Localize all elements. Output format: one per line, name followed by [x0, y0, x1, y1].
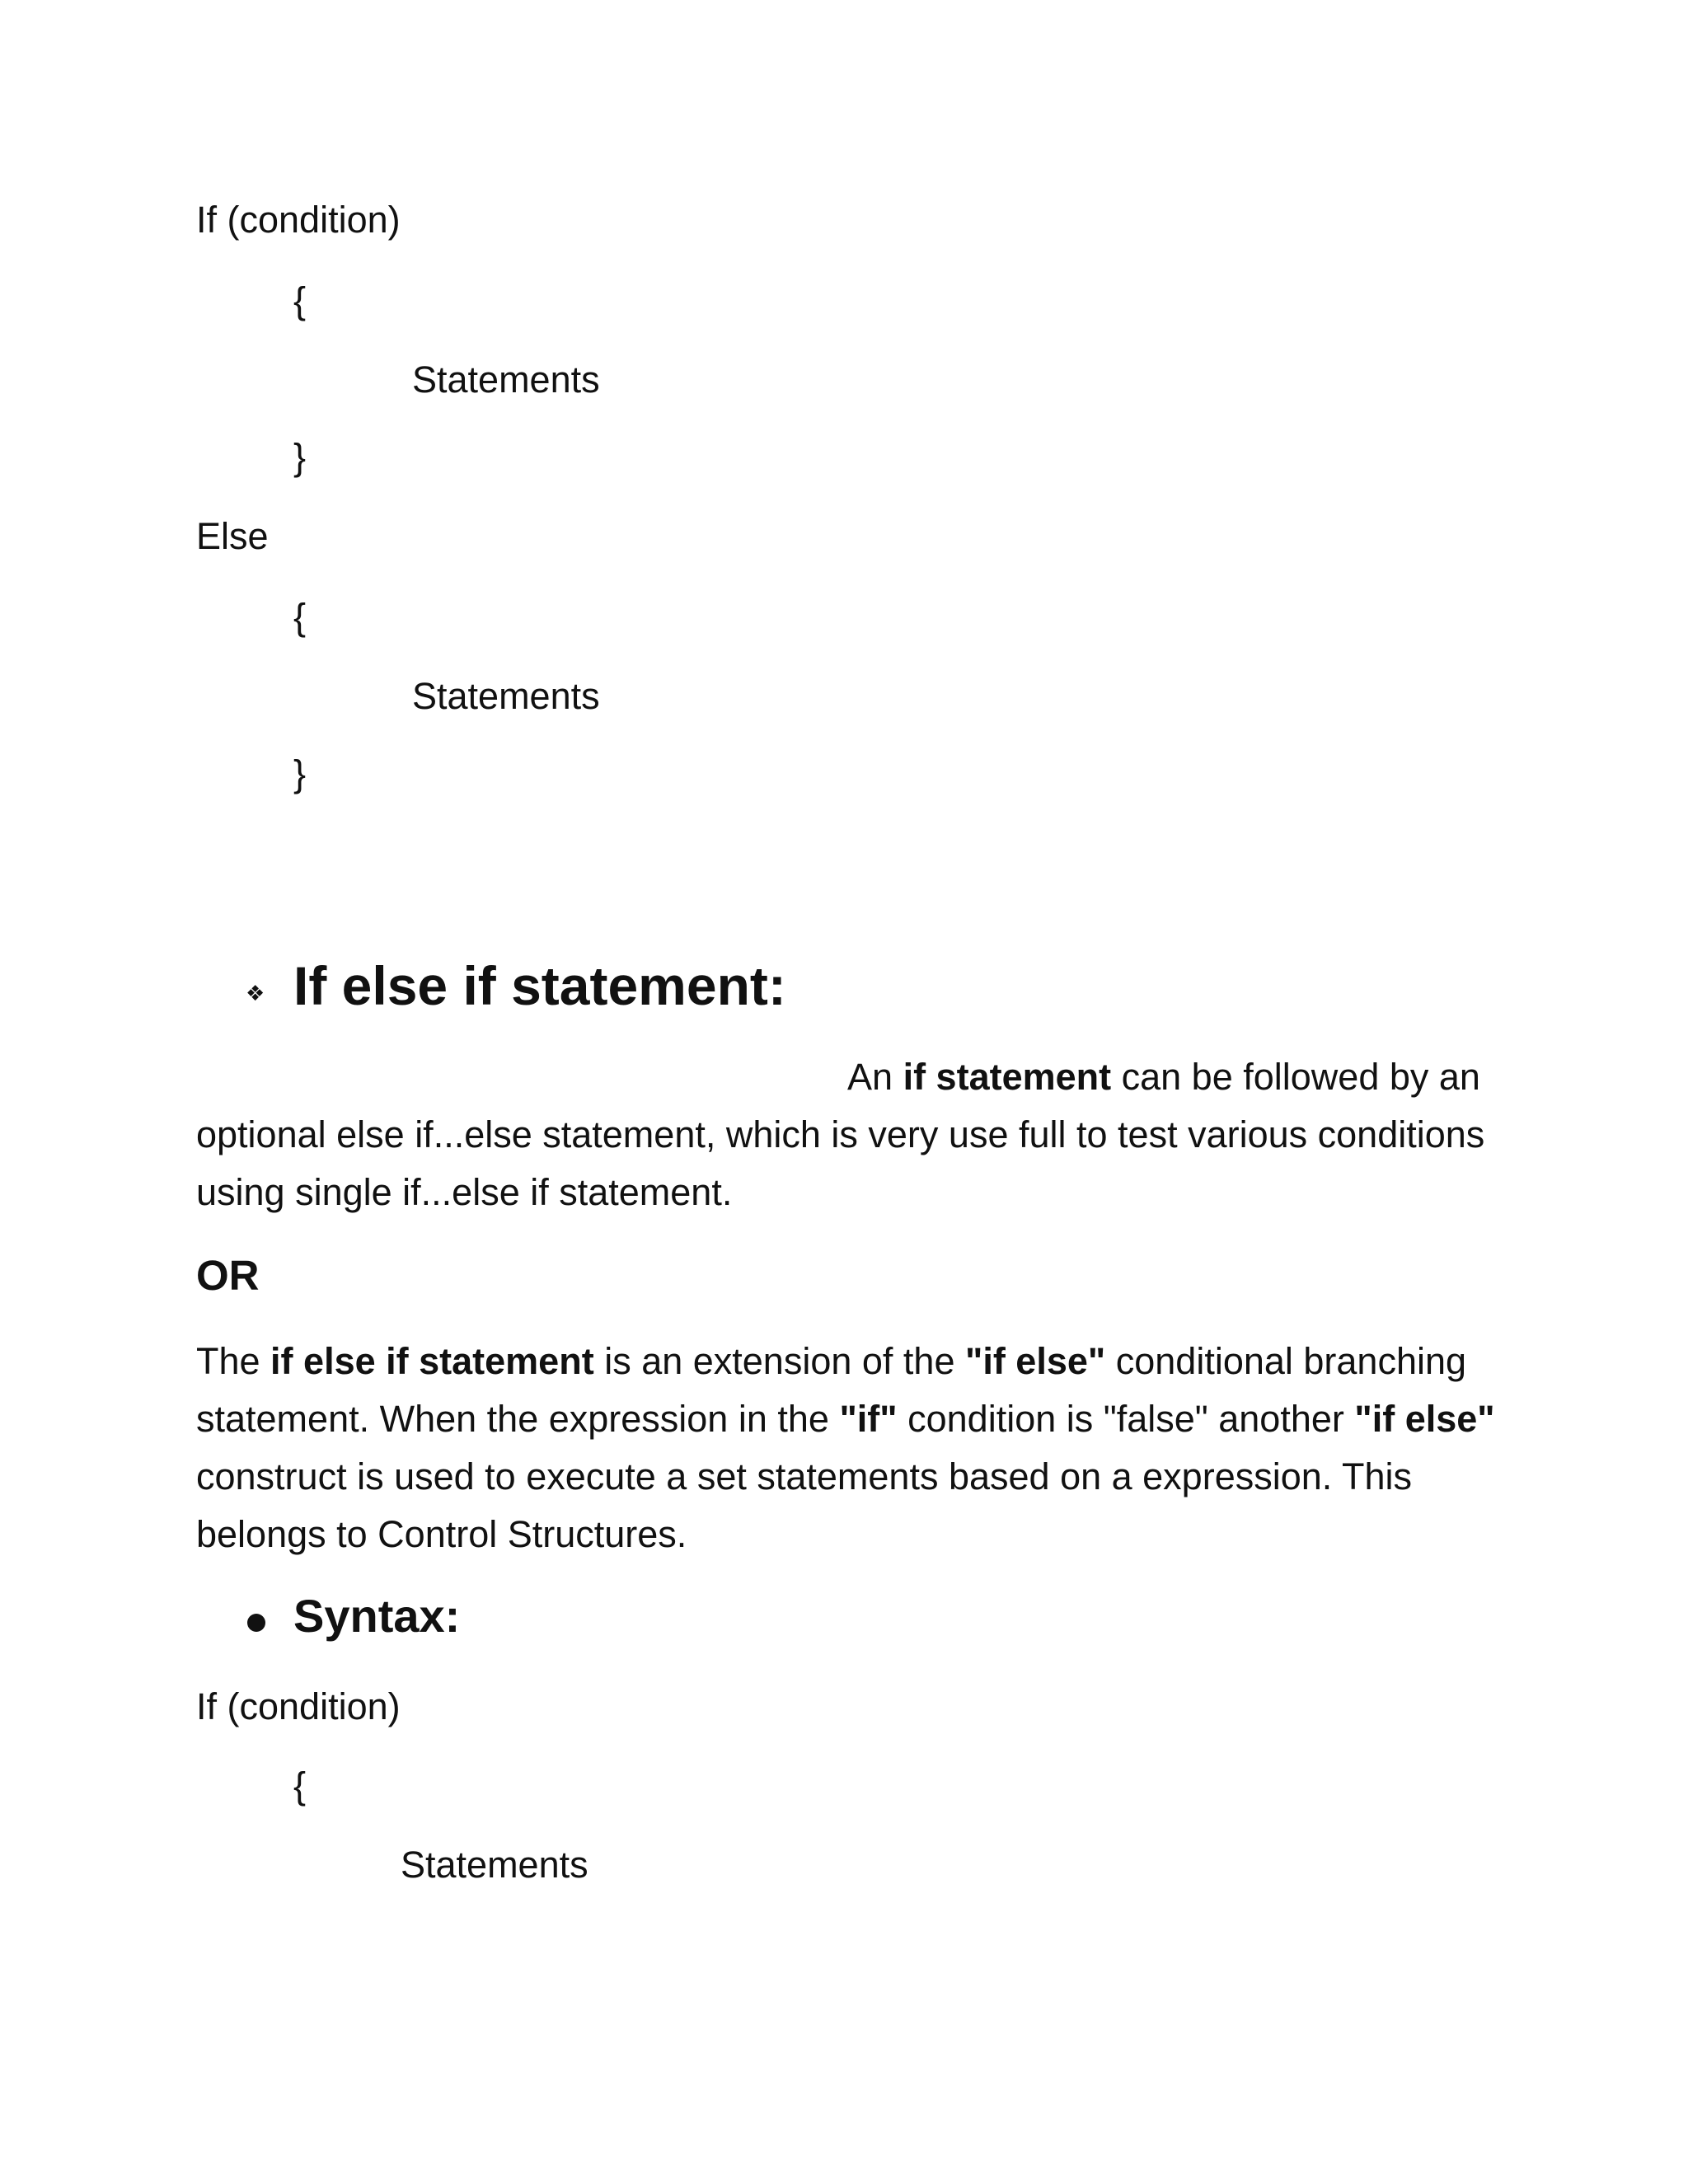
code-else-line: Else [196, 515, 269, 557]
section-heading: If else if statement: [293, 955, 786, 1016]
description-bold-term: "if else" [1354, 1398, 1495, 1440]
or-label: OR [196, 1252, 260, 1299]
code-if-line: If (condition) [196, 1685, 401, 1727]
code-open-brace: { [293, 596, 307, 638]
description-text: conditional branching statement. When the expression in the [196, 1340, 1467, 1440]
intro-lead-word: An [847, 1056, 893, 1098]
code-statements: Statements [412, 359, 600, 401]
description-text: condition is "false" another [897, 1398, 1355, 1440]
bullet-dot-icon [247, 1614, 265, 1632]
code-statements: Statements [401, 1844, 588, 1886]
code-close-brace: } [293, 436, 307, 478]
description-bold-term: "if" [839, 1398, 898, 1440]
diamond-bullet-icon: ❖ [246, 981, 265, 1005]
description-text: construct is used to execute a set statements based on a expression. This belongs to Control Structures. [196, 1455, 1412, 1555]
description-text: is an extension of the [593, 1340, 965, 1382]
intro-paragraph [196, 1048, 1498, 1221]
intro-text: can be followed by an optional else if...else statement, which is very use full to test various conditions using single if...else if statement. [196, 1056, 1485, 1213]
code-if-line: If (condition) [196, 199, 401, 241]
intro-bold-term: if statement [903, 1056, 1112, 1098]
description-text: The [196, 1340, 271, 1382]
code-statements: Statements [412, 675, 600, 717]
description-paragraph [196, 1333, 1498, 1563]
description-bold-term: "if else" [964, 1340, 1106, 1382]
code-open-brace: { [293, 1765, 307, 1807]
code-open-brace: { [293, 279, 307, 321]
syntax-heading: Syntax: [293, 1590, 461, 1642]
description-bold-term: if else if statement [270, 1340, 594, 1382]
code-close-brace: } [293, 752, 307, 794]
